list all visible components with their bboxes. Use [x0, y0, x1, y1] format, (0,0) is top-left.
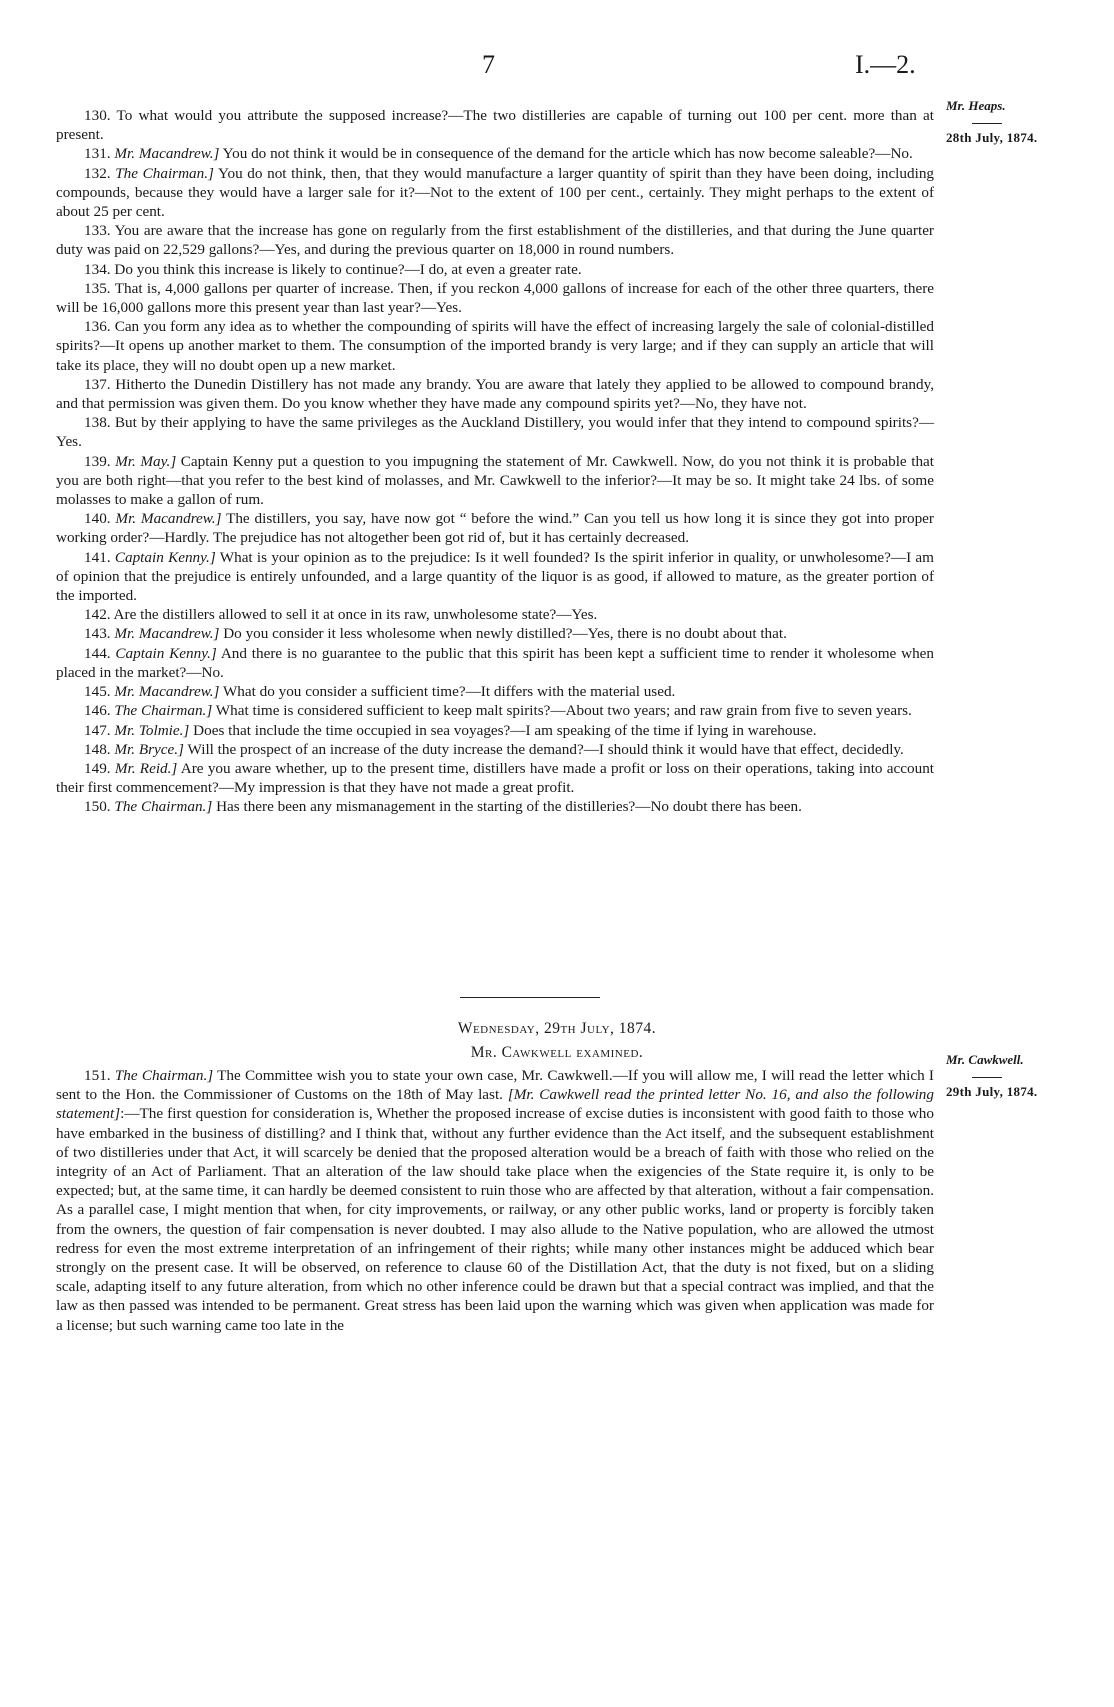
question-number: 147. [84, 721, 111, 739]
speaker-name: Mr. Macandrew.] [114, 145, 220, 163]
speaker-name: Mr. Macandrew.] [114, 683, 220, 701]
margin-date: 28th July, 1874. [946, 130, 1038, 145]
question-paragraph [56, 605, 934, 624]
question-number: 137. [84, 375, 111, 393]
page-number: 7 [482, 50, 495, 79]
question-text: What do you consider a sufficient time?—It differs with the material used. [222, 683, 676, 701]
question-number: 142. [84, 606, 111, 624]
question-number: 133. [84, 222, 111, 240]
question-number: 143. [84, 625, 111, 643]
section-separator [460, 997, 600, 998]
speaker-name: The Chairman.] [114, 798, 213, 816]
question-text: What time is considered sufficient to keep malt spirits?—About two years; and raw grain from five to seven years. [215, 702, 912, 720]
question-number: 130. [84, 107, 111, 124]
question-number: 138. [84, 414, 111, 432]
question-text: Captain Kenny put a question to you impugning the statement of Mr. Cawkwell. Now, do you not think it is probable that you are both right—that you refer to the best kind of molasses, and Mr. Cawkwell to the inferior?—It may be so. It might take 24 lbs. of some molasses to make a gallon of rum. [56, 452, 935, 509]
margin-rule [972, 123, 1002, 124]
question-paragraph [56, 624, 934, 643]
question-text: Hitherto the Dunedin Distillery has not made any brandy. You are aware that lately they applied to be allowed to compound brandy, and that permission was given them. Do you know whether they have made any compound spirits yet?—No, they have not. [56, 375, 934, 413]
stage-direction: [Mr. Cawkwell read the printed letter No. 16, and also the following statement] [56, 1086, 934, 1123]
session-date: Wednesday, 29th July, 1874. [457, 1020, 657, 1037]
question-number: 149. [84, 759, 111, 777]
question-text: Will the prospect of an increase of the duty increase the demand?—I should think it would have that effect, decidedly. [187, 740, 904, 758]
question-paragraph [56, 106, 934, 144]
question-number: 144. [84, 644, 111, 662]
speaker-name: Mr. Macandrew.] [115, 510, 222, 528]
speaker-name: Mr. May.] [115, 452, 177, 470]
question-text: Do you consider it less wholesome when newly distilled?—Yes, there is no doubt about that. [223, 625, 787, 643]
question-text: Do you think this increase is likely to continue?—I do, at even a greater rate. [114, 260, 582, 278]
speaker-name: Mr. Reid.] [114, 759, 178, 777]
question-paragraph [56, 144, 934, 163]
question-number: 145. [84, 683, 111, 701]
question-paragraph [56, 279, 934, 317]
margin-witness: Mr. Heaps. [946, 98, 1006, 113]
question-text: Are you aware whether, up to the present time, distillers have made a profit or loss on their operations, taking into account their first commencement?—My impression is that they have not made a great profit. [56, 759, 935, 797]
question-paragraph [56, 682, 934, 701]
speaker-name: The Chairman.] [115, 164, 214, 182]
document-reference: I.—2. [855, 50, 916, 79]
question-text: Has there been any mismanagement in the starting of the distilleries?—No doubt there has been. [216, 798, 802, 816]
question-number: 148. [84, 740, 111, 758]
question-paragraph [56, 721, 934, 740]
question-text: And there is no guarantee to the public that this spirit has been kept a sufficient time to render it wholesome when placed in the market?—No. [56, 644, 935, 681]
testimony-section-cawkwell [56, 1066, 934, 1335]
question-number: 136. [84, 318, 111, 336]
question-paragraph [56, 797, 934, 816]
question-paragraph [56, 164, 934, 222]
speaker-name: Captain Kenny.] [114, 548, 216, 566]
page-header [0, 50, 1114, 84]
speaker-name: The Chairman.] [114, 702, 213, 720]
question-paragraph [56, 221, 934, 259]
question-text: You are aware that the increase has gone on regularly from the first establishment of the distilleries, and that during the June quarter duty was paid on 22,529 gallons?—Yes, and during the previous quarter on 18,000 in round numbers. [56, 222, 934, 259]
question-paragraph [56, 740, 934, 759]
question-number: 146. [84, 702, 111, 720]
question-paragraph [56, 548, 934, 606]
question-text: Does that include the time occupied in sea voyages?—I am speaking of the time if lying in warehouse. [193, 721, 817, 739]
question-text: That is, 4,000 gallons per quarter of increase. Then, if you reckon 4,000 gallons of increase for each of the other three quarters, there will be 16,000 gallons more this present year than last year?—Yes. [56, 279, 934, 317]
question-paragraph [56, 375, 934, 413]
testimony-section-heaps [56, 106, 934, 817]
question-paragraph [56, 260, 934, 279]
question-paragraph [56, 317, 934, 375]
question-paragraph [56, 644, 934, 682]
margin-date: 29th July, 1874. [946, 1084, 1038, 1099]
question-number: 134. [84, 260, 111, 278]
question-number: 131. [84, 145, 111, 163]
margin-witness: Mr. Cawkwell. [946, 1052, 1024, 1067]
speaker-name: Captain Kenny.] [115, 644, 217, 662]
question-number: 151. [84, 1067, 111, 1084]
question-number: 132. [84, 164, 111, 182]
question-text: You do not think, then, that they would manufacture a larger quantity of spirit than they have been doing, including compounds, because they would have a larger sale for it?—Not to the extent of 100 per cent., certainly. They might perhaps to the extent of about 25 per cent. [56, 164, 935, 221]
speaker-name: Mr. Macandrew.] [114, 625, 220, 643]
question-number: 140. [84, 510, 111, 528]
question-paragraph [56, 509, 934, 547]
question-number: 139. [84, 452, 111, 470]
margin-rule [972, 1077, 1002, 1078]
question-paragraph [56, 1066, 934, 1335]
question-paragraph [56, 701, 934, 720]
question-text: Can you form any idea as to whether the compounding of spirits will have the effect of increasing largely the sale of colonial-distilled spirits?—It opens up another market to them. The consumption of the imported brandy is very large; and if they can supply an article that will take its place, they will no doubt open up a new market. [56, 318, 934, 374]
speaker-name: Mr. Bryce.] [114, 740, 184, 758]
question-text: You do not think it would be in consequence of the demand for the article which has now become saleable?—No. [222, 145, 913, 163]
question-paragraph [56, 452, 934, 510]
question-text: To what would you attribute the supposed increase?—The two distilleries are capable of turning out 100 per cent. more than at present. [56, 107, 935, 144]
question-number: 135. [84, 279, 111, 297]
speaker-name: Mr. Tolmie.] [114, 721, 190, 739]
question-paragraph [56, 759, 934, 797]
question-text: Are the distillers allowed to sell it at once in its raw, unwholesome state?—Yes. [113, 606, 598, 624]
margin-note-cawkwell [946, 1050, 1106, 1101]
speaker-name: The Chairman.] [114, 1067, 214, 1084]
question-text: What is your opinion as to the prejudice: Is it well founded? Is the spirit inferior in quality, or unwholesome?—I am of opinion that the prejudice is entirely unfounded, and a large quantity of the liquor is as good, if allowed to mature, as the greater portion of the imported. [56, 548, 934, 605]
question-number: 141. [84, 548, 111, 566]
margin-note-heaps [946, 96, 1106, 147]
question-text: The Committee wish you to state your own case, Mr. Cawkwell.—If you will allow me, I will read the letter which I sent to the Hon. the Commissioner of Customs on the 18th of May last. [56, 1067, 934, 1104]
question-number: 150. [84, 798, 111, 816]
question-text: But by their applying to have the same privileges as the Auckland Distillery, you would infer that they intend to compound spirits?—Yes. [56, 414, 935, 451]
witness-examined: Mr. Cawkwell examined. [470, 1044, 644, 1061]
statement-text: :—The first question for consideration is, Whether the proposed increase of excise duties is inconsistent with good faith to those who have embarked in the business of distilling? and I think that, without any further evidence than the Act itself, and the subsequent establishment of two distilleries under that Act, it will scarcely be denied that the proposed alteration would be a breach of faith with those who relied on the integrity of an Act of Parliament. That an alteration of the law should take place when the exigencies of the State require it, is only to be expected; but, at the same time, it can hardly be deemed consistent to ruin those who are affected by that alteration, without a fair compensation. As a parallel case, I might mention that when, for city improvements, or railway, or any other public works, land or property is forcibly taken from the owners, the question of fair compensation is never doubted. I may also allude to the Native population, who are allowed the utmost redress for even the most extreme interpretation of an infringement of their rights; while many other instances might be adduced which bear strongly on the present case. It will be observed, on reference to clause 60 of the Distillation Act, that the duty is not fixed, but on a sliding scale, adapting itself to any future alteration, from which no other inference could be drawn but that a special contract was implied, and that the law as then passed was intended to be permanent. Great stress has been laid upon the warning which was given when application was made for a license; but such warning came too late in the [56, 1105, 934, 1334]
question-text: The distillers, you say, have now got “ before the wind.” Can you tell us how long it is since they got into proper working order?—Hardly. The prejudice has not altogether been got rid of, but it has certainly decreased. [56, 510, 934, 547]
question-paragraph [56, 413, 934, 451]
